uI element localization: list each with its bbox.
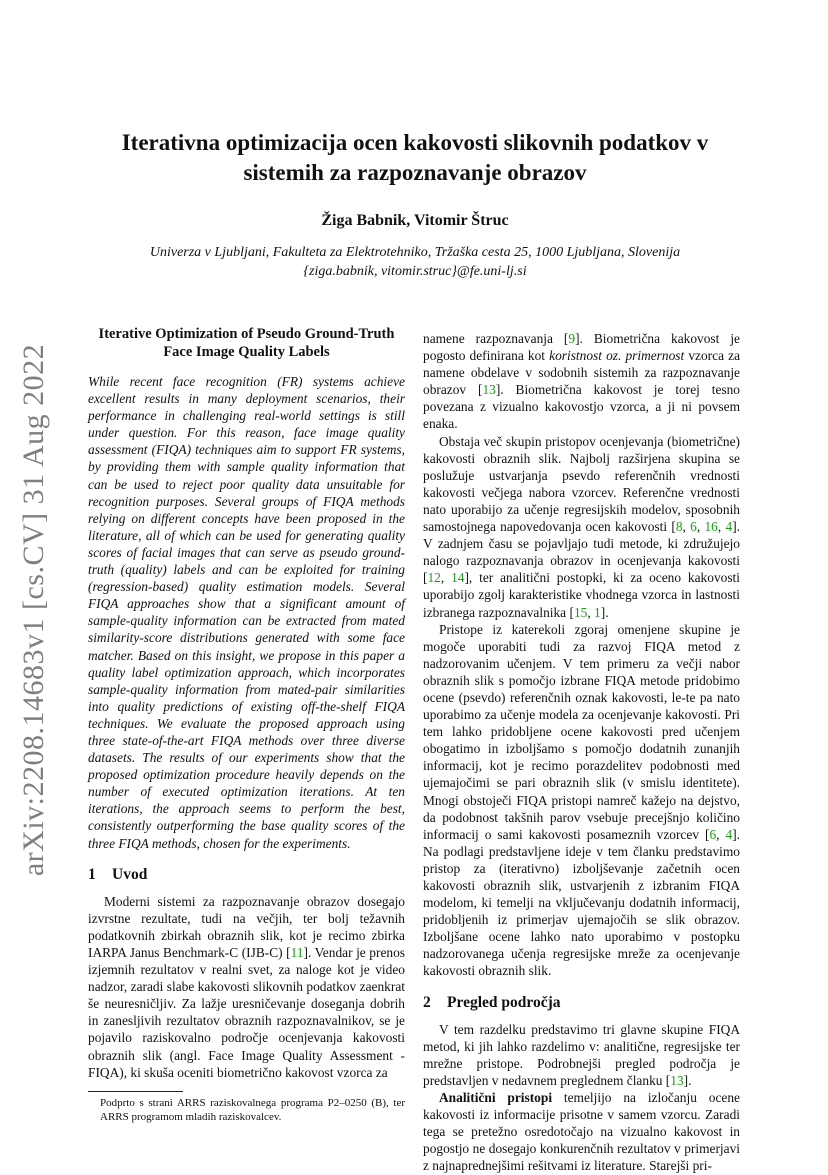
bold-term: Analitični pristopi (439, 1090, 553, 1106)
citation-link[interactable]: 8 (675, 519, 683, 535)
body-paragraph: Pristope iz katerekoli zgoraj omenjene skupine je mogoče uporabiti tudi za razvoj FIQA metod z nadzorovanim učenjem. V tem primeru za večji nabor obraznih slik s pomočjo izbrane FIQA metode pridobimo ocene (psevdo) referenčnih oznak kakovosti, le-te pa nato uporabimo za učenje modela za ocenjevanje kakovosti. Pri tem lahko pridobljene ocene kakovosti pred učenjem obogatimo in izboljšamo s pomočjo dodatnih zunanjih informacij, kot je recimo porazdelitev podobnosti med ujemajočimi se pari obraznih slik (v smislu identitete). Mnogi obstoječi FIQA pristopi namreč kažejo na dejstvo, da podobnost takšnih parov vsebuje precejšnjo količino informacij o sami kakovosti posameznih vzorcev [6, 4]. Na podlagi predstavljene ideje v tem članku predstavimo pristop za (iterativno) izboljševanje začetnih ocen kakovosti obraznih slik, ustvarjenih z izbranim FIQA modelom, ki temelji na vključevanju dodatnih informacij, pridobljenih iz primerjav ujemajočih se slik obrazov. Izboljšane ocene lahko nato uporabimo v postopku nadzorovanega učenja regresijske mreže za ocenjevanje kakovosti obraznih slik. (423, 621, 740, 979)
author-emails: {ziga.babnik, vitomir.struc}@fe.uni-lj.si (303, 264, 527, 279)
section-heading-intro (88, 866, 405, 883)
body-paragraph: V tem razdelku predstavimo tri glavne skupine FIQA metod, ki jih lahko razdelimo v: analitične, regresijske ter mrežne pristope. Podrobnejši pregled področja je predstavljen v nedavnem preglednem članku [13]. (423, 1021, 740, 1088)
abstract-title: Iterative Optimization of Pseudo Ground-Truth Face Image Quality Labels (98, 326, 395, 360)
intro-paragraph: Moderni sistemi za razpoznavanje obrazov dosegajo izvrstne rezultate, tudi na večjih, ter bolj težavnih podatkovnih zbirkah obraznih slik, kot je recimo zbirka IARPA Janus Benchmark-C (IJB-C) [11]. Vendar je prenos izjemnih rezultatov v realni svet, za naloge kot je video nadzor, zaradi slabe kakovosti slikovnih podatkov zaenkrat še neuresničljiv. Za lažje uresničevanje doseganja dobrih in zanesljivih rezultatov obraznih razpoznavalnikov, se je pojavilo raziskovalno področje ocenjevanja kakovosti obraznih slik (angl. Face Image Quality Assessment - FIQA), ki skuša oceniti biometrično kakovost vzorca za (88, 893, 405, 1080)
emphasis-text: koristnost oz. primernost (549, 348, 685, 364)
citation-link[interactable]: 6 (709, 826, 717, 842)
arxiv-identifier (14, 320, 54, 900)
affiliation: Univerza v Ljubljani, Fakulteta za Elektrotehniko, Tržaška cesta 25, 1000 Ljubljana, Slovenija (149, 245, 681, 260)
body-paragraph: namene razpoznavanja [9]. Biometrična kakovost je pogosto definirana kot koristnost oz. primernost vzorca za namene obdelave v sodobnih sistemih za razpoznavanje obrazov [13]. Biometrična kakovost je torej tesno povezana z vizualno kakovostjo vzorca, a ji ni povsem enaka. (423, 331, 741, 432)
footnote-divider (88, 1091, 183, 1092)
affiliation-block (90, 243, 740, 281)
section-heading-related-work (423, 994, 740, 1011)
section-number: 1 (88, 865, 96, 883)
right-column (423, 330, 740, 1175)
body-paragraph: Analitični pristopi temeljijo na izločanju ocene kakovosti iz informacije prisotne v samem vzorcu. Zaradi tega se pretežno osredotočajo na vizualno kakovost in pogostjo ne dosegajo konkurenčnih rezultatov v primerjavi z najnaprednejšimi rešitvami iz literature. Starejši pri- (423, 1090, 740, 1174)
paper-title: Iterativna optimizacija ocen kakovosti slikovnih podatkov v sistemih za razpoznavanje obrazov (121, 130, 709, 185)
citation-link[interactable]: 14 (451, 570, 465, 586)
citation-link[interactable]: 13 (670, 1072, 684, 1088)
abstract-text: While recent face recognition (FR) systems achieve excellent results in many deployment scenarios, their performance in challenging real-world settings is still under question. For this reason, face image quality assessment (FIQA) techniques aim to support FR systems, by providing them with sample quality information that can be used to reject poor quality data unsuitable for recognition purposes. Several groups of FIQA methods relying on different concepts have been proposed in the literature, all of which can be used for generating quality scores of facial images that can serve as pseudo ground-truth (quality) labels and can be exploited for training (regression-based) quality estimation models. Several FIQA approaches show that a significant amount of sample-quality information can be extracted from mated similarity-score distributions generated with some face matcher. Based on this insight, we propose in this paper a quality label optimization approach, which incorporates sample-quality information from mated-pair similarities into quality predictions of existing off-the-shelf FIQA techniques. We evaluate the proposed approach using three state-of-the-art FIQA methods over three diverse datasets. The results of our experiments show that the proposed optimization procedure heavily depends on the number of executed optimization iterations. At ten iterations, the approach seems to perform the best, consistently outperforming the base quality scores of the three FIQA methods, chosen for the experiments. (88, 374, 405, 851)
body-paragraph: Obstaja več skupin pristopov ocenjevanja (biometrične) kakovosti obraznih slik. Najbolj razširjena skupina se poslužuje ustvarjanja psevdo referenčnih vrednosti kakovosti večjega nabora vzorcev. Referenčne vrednosti nato uporabijo za učenje regresijskih modelov, sposobnih samostojnega napovedovanja ocen kakovosti [8, 6, 16, 4]. V zadnjem času se pojavljajo tudi metode, ki združujejo nalogo razpoznavanja obrazov in ocenjevanja kakovosti [12, 14], ter analitični postopki, ki za oceno kakovosti uporabijo zgolj karakteristike vhodnega vzorca in lastnosti izbranega razpoznavalnika [15, 1]. (423, 433, 741, 620)
section-title: Pregled področja (447, 993, 561, 1011)
arxiv-id-text: arXiv:2208.14683v1 [cs.CV] 31 Aug 2022 (17, 343, 50, 877)
citation-link[interactable]: 4 (725, 826, 733, 842)
citation-link[interactable]: 12 (427, 570, 441, 586)
citation-link[interactable]: 4 (725, 519, 733, 535)
section-number: 2 (423, 993, 431, 1011)
citation-link[interactable]: 9 (568, 331, 576, 346)
citation-link[interactable]: 15 (573, 604, 588, 620)
paper-authors: Žiga Babnik, Vitomir Štruc (321, 212, 509, 229)
section-title: Uvod (112, 865, 148, 883)
citation-link[interactable]: 1 (594, 604, 601, 620)
citation-link[interactable]: 6 (690, 519, 697, 535)
citation-link[interactable]: 13 (482, 382, 496, 398)
left-column (88, 325, 405, 1124)
footnote: Podprto s strani ARRS raziskovalnega programa P2–0250 (B), ter ARRS programom mladih raziskovalcev. (100, 1096, 405, 1123)
citation-link[interactable]: 16 (704, 519, 718, 535)
citation-link[interactable]: 11 (290, 945, 304, 960)
